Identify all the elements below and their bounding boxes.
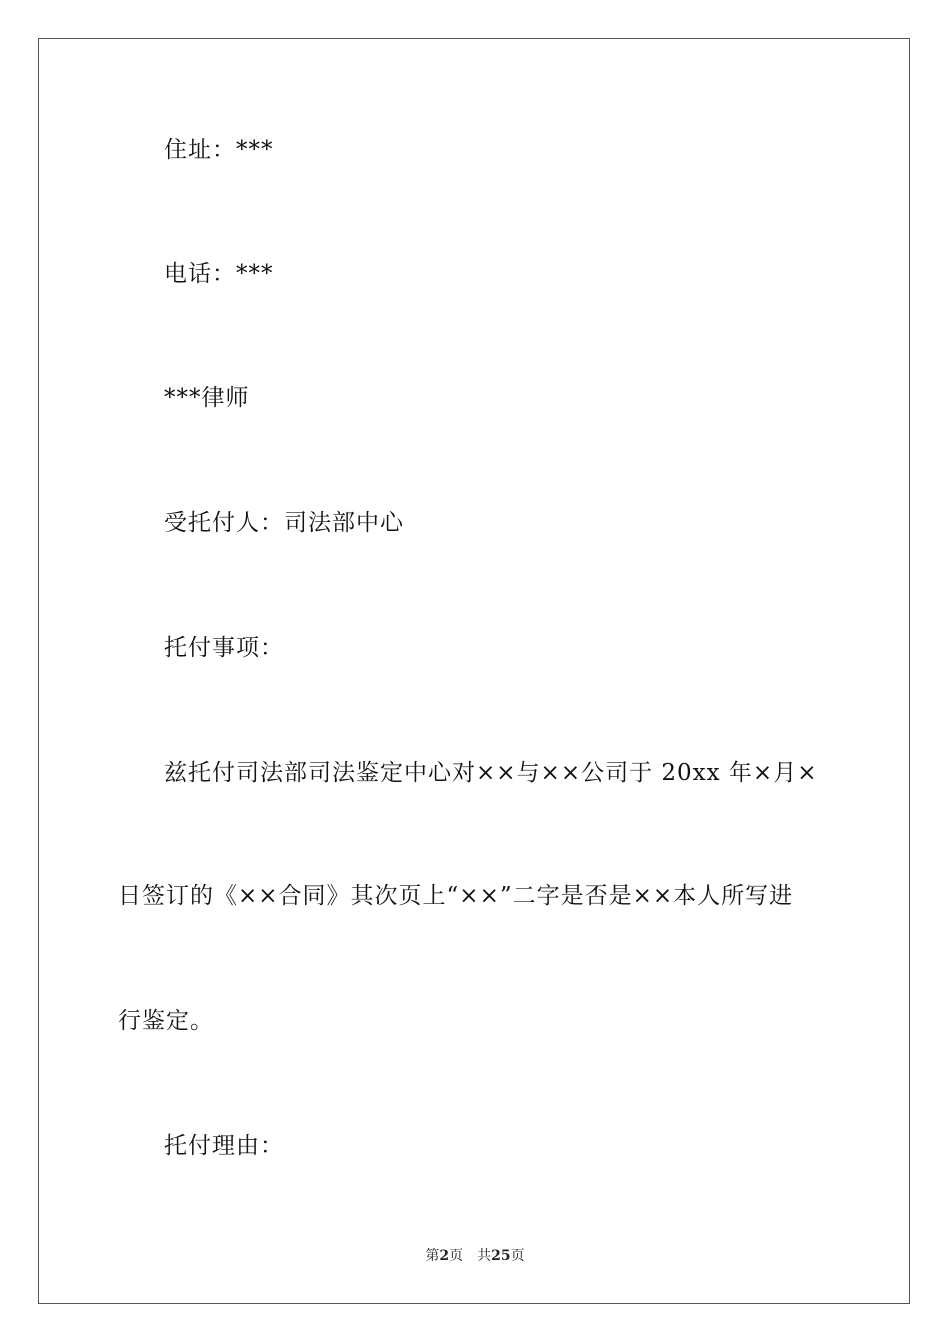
entrusted-reason-heading: 托付理由： [164,1133,284,1159]
lawyer-line: ***律师 [164,385,250,411]
matter-paragraph-line-2: 日签订的《××合同》其次页上“××”二字是否是××本人所写进 [118,883,794,909]
footer-page-number: 2 [439,1248,450,1264]
footer-total-suffix: 页 [510,1248,525,1264]
page-footer [0,1247,950,1265]
entrusted-party-line: 受托付人：司法部中心 [164,510,404,536]
footer-total-prefix: 共 [477,1248,492,1264]
footer-page-suffix: 页 [449,1248,464,1264]
footer-total-pages: 25 [491,1248,511,1264]
footer-page-prefix: 第 [425,1248,440,1264]
page-border [38,38,910,1304]
address-line: 住址：*** [164,137,274,163]
entrusted-matter-heading: 托付事项： [164,635,284,661]
matter-paragraph-line-1: 兹托付司法部司法鉴定中心对××与××公司于 20xx 年×月× [164,760,818,786]
matter-paragraph-line-3: 行鉴定。 [118,1008,214,1034]
phone-line: 电话：*** [164,261,274,287]
